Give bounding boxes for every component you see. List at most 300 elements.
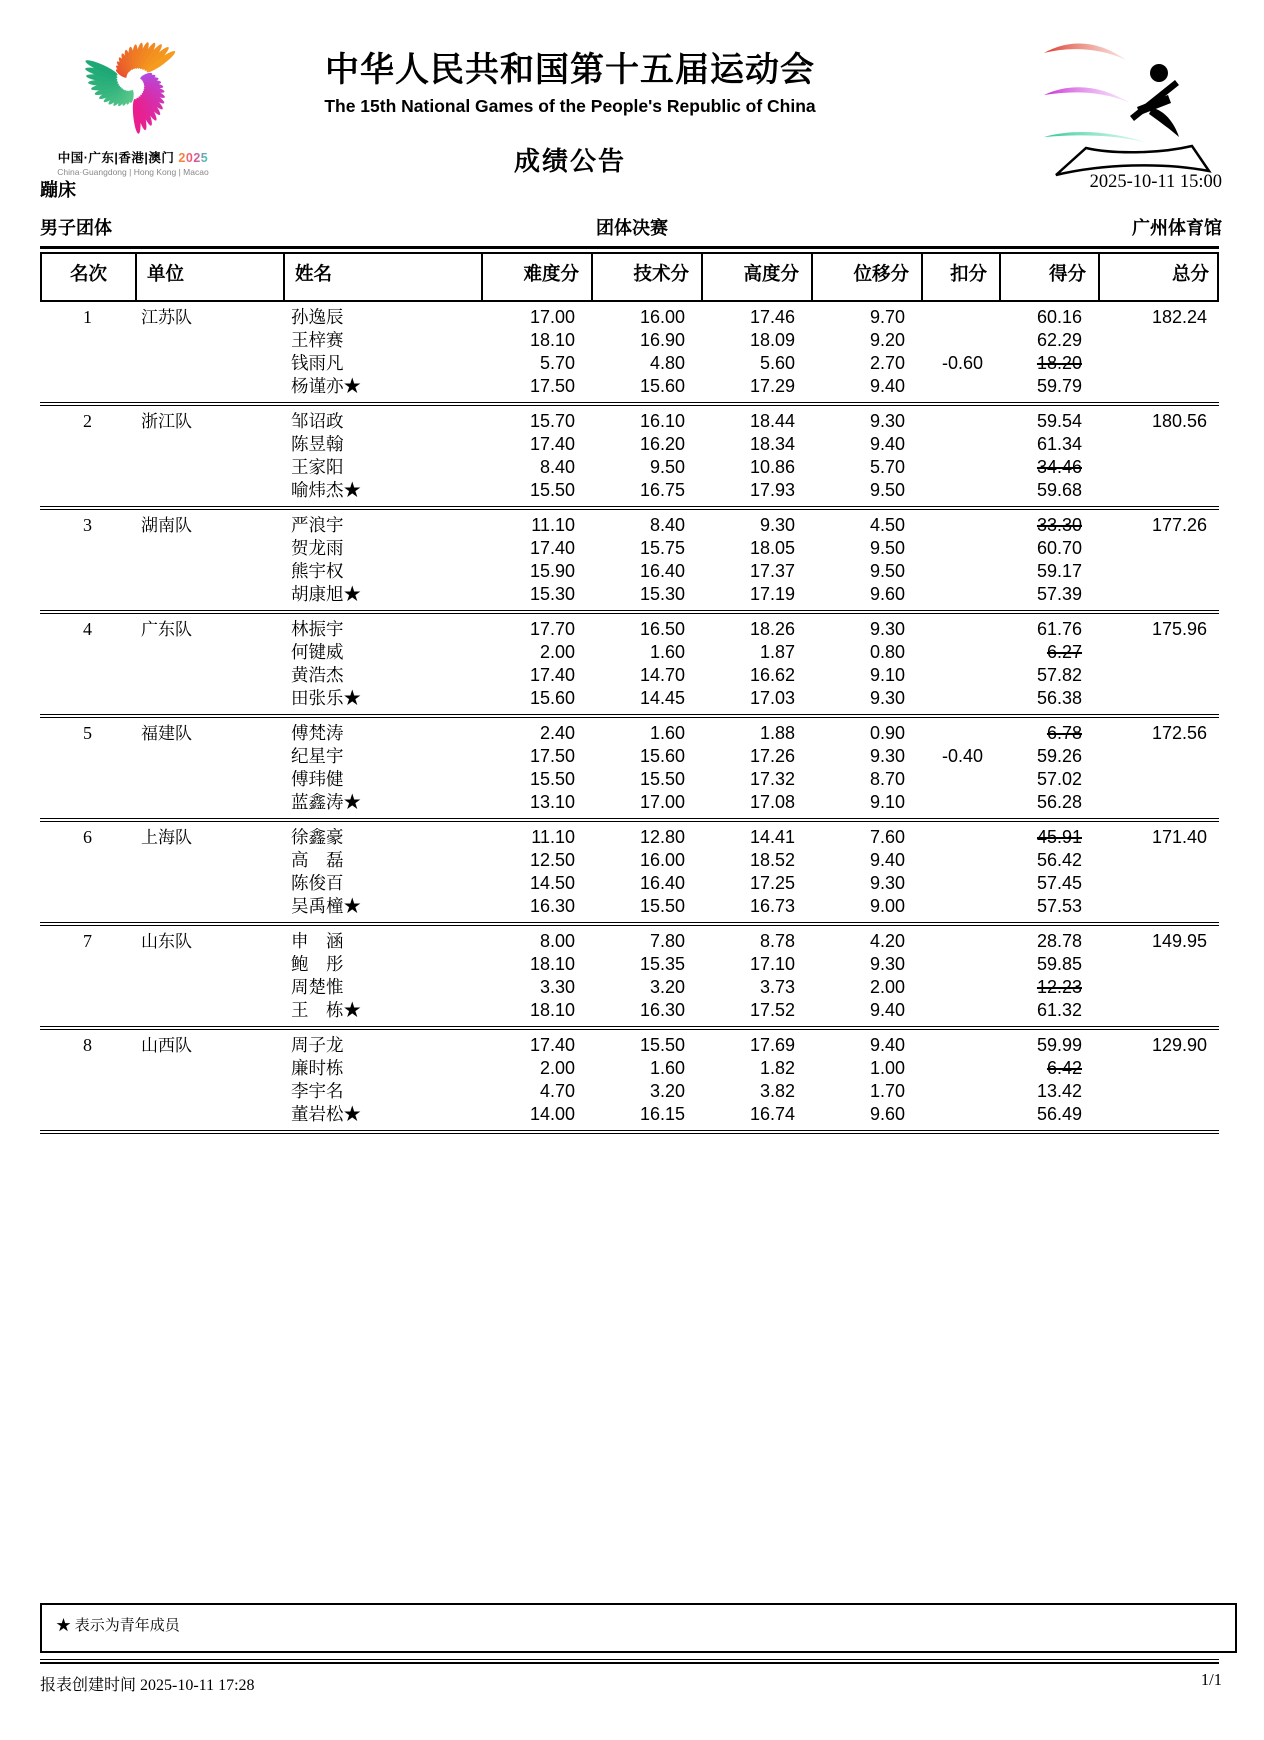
execution-cell: 15.50	[639, 769, 685, 789]
difficulty-cell: 3.30	[539, 977, 575, 997]
total-cell: 175.96	[1151, 619, 1207, 639]
flight-cell: 17.69	[749, 1035, 795, 1055]
total-cell	[1098, 872, 1219, 895]
athlete-name-cell: 董岩松★	[291, 1104, 361, 1124]
rank-cell: 5	[83, 723, 92, 743]
execution-cell: 16.40	[639, 873, 685, 893]
difficulty-cell: 8.40	[539, 457, 575, 477]
deduction-cell: -0.60	[941, 353, 983, 373]
score-cell: 57.82	[1036, 665, 1082, 685]
deduction-cell	[921, 722, 999, 745]
total-cell: 129.90	[1151, 1035, 1207, 1055]
score-cell: 56.38	[1036, 688, 1082, 708]
execution-cell: 1.60	[649, 723, 685, 743]
athlete-row	[40, 329, 1219, 352]
difficulty-cell: 17.00	[529, 307, 575, 327]
flight-cell: 17.19	[749, 584, 795, 604]
difficulty-cell: 2.00	[539, 642, 575, 662]
score-cell: 62.29	[1036, 330, 1082, 350]
total-cell	[1098, 999, 1219, 1022]
displacement-cell: 9.40	[869, 850, 905, 870]
swoosh-green	[1044, 132, 1148, 143]
score-cell: 59.85	[1036, 954, 1082, 974]
athlete-name-cell: 周子龙	[291, 1035, 344, 1055]
execution-cell: 17.00	[639, 792, 685, 812]
athlete-row	[40, 433, 1219, 456]
difficulty-cell: 17.50	[529, 746, 575, 766]
deduction-cell	[921, 410, 999, 433]
gymnast-figure	[1130, 64, 1179, 137]
athlete-name-cell: 陈昱翰	[291, 434, 344, 454]
total-cell	[1098, 1057, 1219, 1080]
score-cell: 13.42	[1036, 1081, 1082, 1101]
athlete-row	[40, 976, 1219, 999]
execution-cell: 16.30	[639, 1000, 685, 1020]
athlete-row	[40, 456, 1219, 479]
swoosh-magenta	[1044, 87, 1130, 103]
athlete-name-cell: 申 涵	[291, 931, 344, 951]
difficulty-cell: 15.60	[529, 688, 575, 708]
difficulty-cell: 17.40	[529, 1035, 575, 1055]
difficulty-cell: 12.50	[529, 850, 575, 870]
deduction-cell	[921, 687, 999, 710]
displacement-cell: 4.50	[869, 515, 905, 535]
athlete-name-cell: 廉时栋	[291, 1058, 344, 1078]
title-block	[180, 42, 960, 178]
col-execution-header: 技术分	[593, 254, 703, 300]
team-block	[40, 926, 1219, 1026]
team-cell: 山东队	[141, 932, 192, 951]
rank-cell	[40, 1057, 135, 1080]
deduction-cell	[921, 1080, 999, 1103]
displacement-cell: 9.50	[869, 561, 905, 581]
team-block	[40, 302, 1219, 402]
footnote-box	[40, 1603, 1237, 1653]
score-cell: 57.02	[1036, 769, 1082, 789]
score-cell: 34.46	[1036, 457, 1082, 477]
col-score-header: 得分	[1001, 254, 1100, 300]
deduction-cell	[921, 583, 999, 606]
report-created-time: 报表创建时间 2025-10-11 17:28	[40, 1677, 255, 1694]
score-cell: 6.78	[1046, 723, 1082, 743]
difficulty-cell: 11.10	[531, 515, 575, 535]
total-cell	[1098, 641, 1219, 664]
total-cell	[1098, 953, 1219, 976]
flight-cell: 1.88	[759, 723, 795, 743]
score-cell: 12.23	[1036, 977, 1082, 997]
displacement-cell: 0.90	[869, 723, 905, 743]
execution-cell: 12.80	[639, 827, 685, 847]
athlete-name-cell: 熊宇权	[291, 561, 344, 581]
athlete-name-cell: 贺龙雨	[291, 538, 344, 558]
displacement-cell: 9.30	[869, 954, 905, 974]
execution-cell: 15.60	[639, 746, 685, 766]
team-cell	[135, 976, 283, 999]
total-cell	[1098, 895, 1219, 918]
displacement-cell: 9.60	[869, 584, 905, 604]
flight-cell: 17.93	[749, 480, 795, 500]
team-cell	[135, 1057, 283, 1080]
score-cell: 45.91	[1036, 827, 1082, 847]
deduction-cell	[921, 375, 999, 398]
team-cell: 江苏队	[141, 308, 192, 327]
team-block	[40, 1030, 1219, 1130]
team-cell	[135, 329, 283, 352]
difficulty-cell: 14.00	[529, 1104, 575, 1124]
table-header-row	[40, 252, 1219, 302]
displacement-cell: 9.50	[869, 538, 905, 558]
difficulty-cell: 18.10	[529, 954, 575, 974]
event-name: 男子团体	[40, 218, 112, 238]
difficulty-cell: 11.10	[531, 827, 575, 847]
difficulty-cell: 13.10	[529, 792, 575, 812]
athlete-name-cell: 喻炜杰★	[291, 480, 361, 500]
displacement-cell: 9.00	[869, 896, 905, 916]
displacement-cell: 9.40	[869, 1000, 905, 1020]
team-cell	[135, 768, 283, 791]
page-subtitle: The 15th National Games of the People's Republic of China	[324, 96, 816, 116]
execution-cell: 15.75	[639, 538, 685, 558]
athlete-row	[40, 352, 1219, 375]
total-cell	[1098, 583, 1219, 606]
athlete-name-cell: 严浪宇	[291, 515, 344, 535]
sport-name: 蹦床	[40, 180, 76, 200]
execution-cell: 16.75	[639, 480, 685, 500]
athlete-row	[40, 1034, 1219, 1057]
team-cell	[135, 375, 283, 398]
athlete-name-cell: 杨谨亦★	[291, 376, 361, 396]
deduction-cell	[921, 849, 999, 872]
deduction-cell	[921, 560, 999, 583]
execution-cell: 16.40	[639, 561, 685, 581]
deduction-cell	[921, 618, 999, 641]
rank-cell	[40, 583, 135, 606]
athlete-name-cell: 王家阳	[291, 457, 344, 477]
team-cell	[135, 456, 283, 479]
difficulty-cell: 15.50	[529, 769, 575, 789]
flight-cell: 17.46	[749, 307, 795, 327]
rank-cell: 3	[83, 515, 92, 535]
score-cell: 60.70	[1036, 538, 1082, 558]
difficulty-cell: 14.50	[529, 873, 575, 893]
flight-cell: 18.34	[749, 434, 795, 454]
deduction-cell	[921, 664, 999, 687]
deduction-cell	[921, 1057, 999, 1080]
execution-cell: 15.30	[639, 584, 685, 604]
flight-cell: 17.29	[749, 376, 795, 396]
score-cell: 61.34	[1036, 434, 1082, 454]
total-cell	[1098, 456, 1219, 479]
displacement-cell: 4.20	[869, 931, 905, 951]
rank-cell	[40, 999, 135, 1022]
flight-cell: 16.73	[749, 896, 795, 916]
page-title: 中华人民共和国第十五届运动会	[325, 51, 815, 89]
team-cell	[135, 1080, 283, 1103]
footer-divider	[40, 1659, 1219, 1664]
athlete-name-cell: 吴禹橦★	[291, 896, 361, 916]
flight-cell: 17.37	[749, 561, 795, 581]
difficulty-cell: 2.40	[539, 723, 575, 743]
total-cell	[1098, 1080, 1219, 1103]
score-cell: 59.99	[1036, 1035, 1082, 1055]
score-cell: 57.45	[1036, 873, 1082, 893]
athlete-name-cell: 钱雨凡	[291, 353, 344, 373]
rank-cell: 7	[83, 931, 92, 951]
total-cell: 180.56	[1151, 411, 1207, 431]
athlete-name-cell: 黄浩杰	[291, 665, 344, 685]
execution-cell: 15.35	[639, 954, 685, 974]
rank-cell	[40, 560, 135, 583]
difficulty-cell: 17.40	[529, 538, 575, 558]
execution-cell: 14.45	[639, 688, 685, 708]
rank-cell	[40, 1103, 135, 1126]
athlete-name-cell: 林振宇	[291, 619, 344, 639]
flight-cell: 18.09	[749, 330, 795, 350]
score-cell: 57.39	[1036, 584, 1082, 604]
difficulty-cell: 16.30	[529, 896, 575, 916]
displacement-cell: 2.00	[869, 977, 905, 997]
difficulty-cell: 15.30	[529, 584, 575, 604]
score-cell: 61.76	[1036, 619, 1082, 639]
team-block	[40, 510, 1219, 610]
score-cell: 60.16	[1036, 307, 1082, 327]
execution-cell: 16.10	[639, 411, 685, 431]
athlete-row	[40, 849, 1219, 872]
score-cell: 6.42	[1046, 1058, 1082, 1078]
athlete-name-cell: 孙逸辰	[291, 307, 344, 327]
team-cell: 湖南队	[141, 516, 192, 535]
displacement-cell: 9.30	[869, 411, 905, 431]
athlete-name-cell: 徐鑫豪	[291, 827, 344, 847]
difficulty-cell: 17.40	[529, 665, 575, 685]
athlete-row	[40, 514, 1219, 537]
team-cell	[135, 849, 283, 872]
total-cell	[1098, 745, 1219, 768]
team-cell: 广东队	[141, 620, 192, 639]
col-name-header: 姓名	[285, 254, 483, 300]
athlete-name-cell: 周楚惟	[291, 977, 344, 997]
header-divider	[40, 246, 1219, 249]
athlete-name-cell: 鲍 彤	[291, 954, 344, 974]
flight-cell: 1.82	[759, 1058, 795, 1078]
deduction-cell	[921, 456, 999, 479]
athlete-name-cell: 陈俊百	[291, 873, 344, 893]
deduction-cell	[921, 433, 999, 456]
deduction-cell	[921, 976, 999, 999]
total-cell	[1098, 352, 1219, 375]
flight-cell: 3.82	[759, 1081, 795, 1101]
session-datetime: 2025-10-11 15:00	[1089, 172, 1222, 192]
team-cell: 福建队	[141, 724, 192, 743]
displacement-cell: 1.70	[869, 1081, 905, 1101]
total-cell	[1098, 479, 1219, 502]
score-cell: 28.78	[1036, 931, 1082, 951]
execution-cell: 16.50	[639, 619, 685, 639]
score-cell: 59.26	[1036, 746, 1082, 766]
athlete-row	[40, 664, 1219, 687]
flight-cell: 18.05	[749, 538, 795, 558]
athlete-row	[40, 895, 1219, 918]
athlete-row	[40, 826, 1219, 849]
deduction-cell	[921, 930, 999, 953]
deduction-cell: -0.40	[941, 746, 983, 766]
rank-cell: 4	[83, 619, 92, 639]
team-cell	[135, 560, 283, 583]
displacement-cell: 9.70	[869, 307, 905, 327]
rank-cell	[40, 687, 135, 710]
page-number: 1/1	[1200, 1670, 1222, 1689]
team-cell	[135, 433, 283, 456]
team-cell	[135, 1103, 283, 1126]
col-displacement-header: 位移分	[813, 254, 923, 300]
flight-cell: 16.74	[749, 1104, 795, 1124]
rank-cell	[40, 641, 135, 664]
deduction-cell	[921, 895, 999, 918]
total-cell: 171.40	[1151, 827, 1207, 847]
deduction-cell	[921, 791, 999, 814]
rank-cell	[40, 352, 135, 375]
athlete-row	[40, 641, 1219, 664]
displacement-cell: 9.40	[869, 434, 905, 454]
athlete-row	[40, 872, 1219, 895]
athlete-row	[40, 375, 1219, 398]
team-cell	[135, 537, 283, 560]
athlete-name-cell: 傅梵涛	[291, 723, 344, 743]
flight-cell: 17.10	[749, 954, 795, 974]
displacement-cell: 9.30	[869, 746, 905, 766]
team-cell: 浙江队	[141, 412, 192, 431]
execution-cell: 1.60	[649, 642, 685, 662]
results-body	[40, 302, 1219, 1134]
displacement-cell: 9.20	[869, 330, 905, 350]
execution-cell: 3.20	[649, 977, 685, 997]
athlete-row	[40, 560, 1219, 583]
team-block	[40, 822, 1219, 922]
deduction-cell	[921, 999, 999, 1022]
athlete-row	[40, 1057, 1219, 1080]
score-cell: 59.17	[1036, 561, 1082, 581]
event-venue: 广州体育馆	[1132, 218, 1222, 238]
athlete-name-cell: 蓝鑫涛★	[291, 792, 361, 812]
rank-cell	[40, 456, 135, 479]
execution-cell: 16.15	[639, 1104, 685, 1124]
col-deduction-header: 扣分	[923, 254, 1001, 300]
athlete-name-cell: 田张乐★	[291, 688, 361, 708]
execution-cell: 16.20	[639, 434, 685, 454]
score-cell: 6.27	[1046, 642, 1082, 662]
logo-caption-year: 2025	[178, 151, 209, 165]
displacement-cell: 9.30	[869, 873, 905, 893]
team-cell	[135, 745, 283, 768]
results-table	[40, 252, 1219, 1134]
score-cell: 56.42	[1036, 850, 1082, 870]
athlete-name-cell: 胡康旭★	[291, 584, 361, 604]
flight-cell: 8.78	[759, 931, 795, 951]
deduction-cell	[921, 953, 999, 976]
flight-cell: 17.26	[749, 746, 795, 766]
logo-caption-text: 中国·广东|香港|澳门	[57, 151, 175, 165]
total-cell	[1098, 768, 1219, 791]
col-total-header: 总分	[1171, 265, 1209, 285]
flight-cell: 18.26	[749, 619, 795, 639]
flight-cell: 5.60	[759, 353, 795, 373]
score-cell: 33.30	[1036, 515, 1082, 535]
event-info-row	[0, 214, 1264, 238]
flight-cell: 17.32	[749, 769, 795, 789]
team-cell	[135, 352, 283, 375]
difficulty-cell: 2.00	[539, 1058, 575, 1078]
score-cell: 57.53	[1036, 896, 1082, 916]
rank-cell	[40, 872, 135, 895]
deduction-cell	[921, 826, 999, 849]
displacement-cell: 9.60	[869, 1104, 905, 1124]
score-cell: 59.79	[1036, 376, 1082, 396]
flight-cell: 18.52	[749, 850, 795, 870]
execution-cell: 16.90	[639, 330, 685, 350]
total-cell	[1098, 537, 1219, 560]
col-team-header: 单位	[137, 254, 285, 300]
difficulty-cell: 15.50	[529, 480, 575, 500]
total-cell	[1098, 664, 1219, 687]
athlete-row	[40, 1080, 1219, 1103]
rank-cell: 6	[83, 827, 92, 847]
athlete-row	[40, 537, 1219, 560]
rank-cell	[40, 791, 135, 814]
team-block	[40, 718, 1219, 818]
deduction-cell	[921, 306, 999, 329]
team-cell: 上海队	[141, 828, 192, 847]
displacement-cell: 0.80	[869, 642, 905, 662]
rank-cell	[40, 375, 135, 398]
flight-cell: 9.30	[759, 515, 795, 535]
athlete-row	[40, 687, 1219, 710]
total-cell	[1098, 849, 1219, 872]
team-cell	[135, 791, 283, 814]
athlete-row	[40, 618, 1219, 641]
rank-cell	[40, 976, 135, 999]
flight-cell: 17.03	[749, 688, 795, 708]
team-cell	[135, 583, 283, 606]
total-cell: 172.56	[1151, 723, 1207, 743]
displacement-cell: 8.70	[869, 769, 905, 789]
total-cell: 177.26	[1151, 515, 1207, 535]
displacement-cell: 1.00	[869, 1058, 905, 1078]
total-cell	[1098, 1103, 1219, 1126]
athlete-name-cell: 纪星宇	[291, 746, 344, 766]
score-cell: 56.49	[1036, 1104, 1082, 1124]
footnote-text: ★ 表示为青年成员	[56, 1618, 180, 1634]
rank-cell: 8	[83, 1035, 92, 1055]
athlete-name-cell: 李宇名	[291, 1081, 344, 1101]
rank-cell	[40, 1080, 135, 1103]
team-cell	[135, 664, 283, 687]
total-cell	[1098, 329, 1219, 352]
deduction-cell	[921, 537, 999, 560]
execution-cell: 16.00	[639, 307, 685, 327]
athlete-name-cell: 邹诏政	[291, 411, 344, 431]
team-cell	[135, 953, 283, 976]
difficulty-cell: 8.00	[539, 931, 575, 951]
execution-cell: 15.50	[639, 1035, 685, 1055]
displacement-cell: 9.40	[869, 376, 905, 396]
team-cell	[135, 872, 283, 895]
difficulty-cell: 17.70	[529, 619, 575, 639]
col-difficulty-header: 难度分	[483, 254, 593, 300]
team-cell	[135, 479, 283, 502]
athlete-name-cell: 王 栋★	[291, 1000, 361, 1020]
rank-cell	[40, 329, 135, 352]
execution-cell: 3.20	[649, 1081, 685, 1101]
